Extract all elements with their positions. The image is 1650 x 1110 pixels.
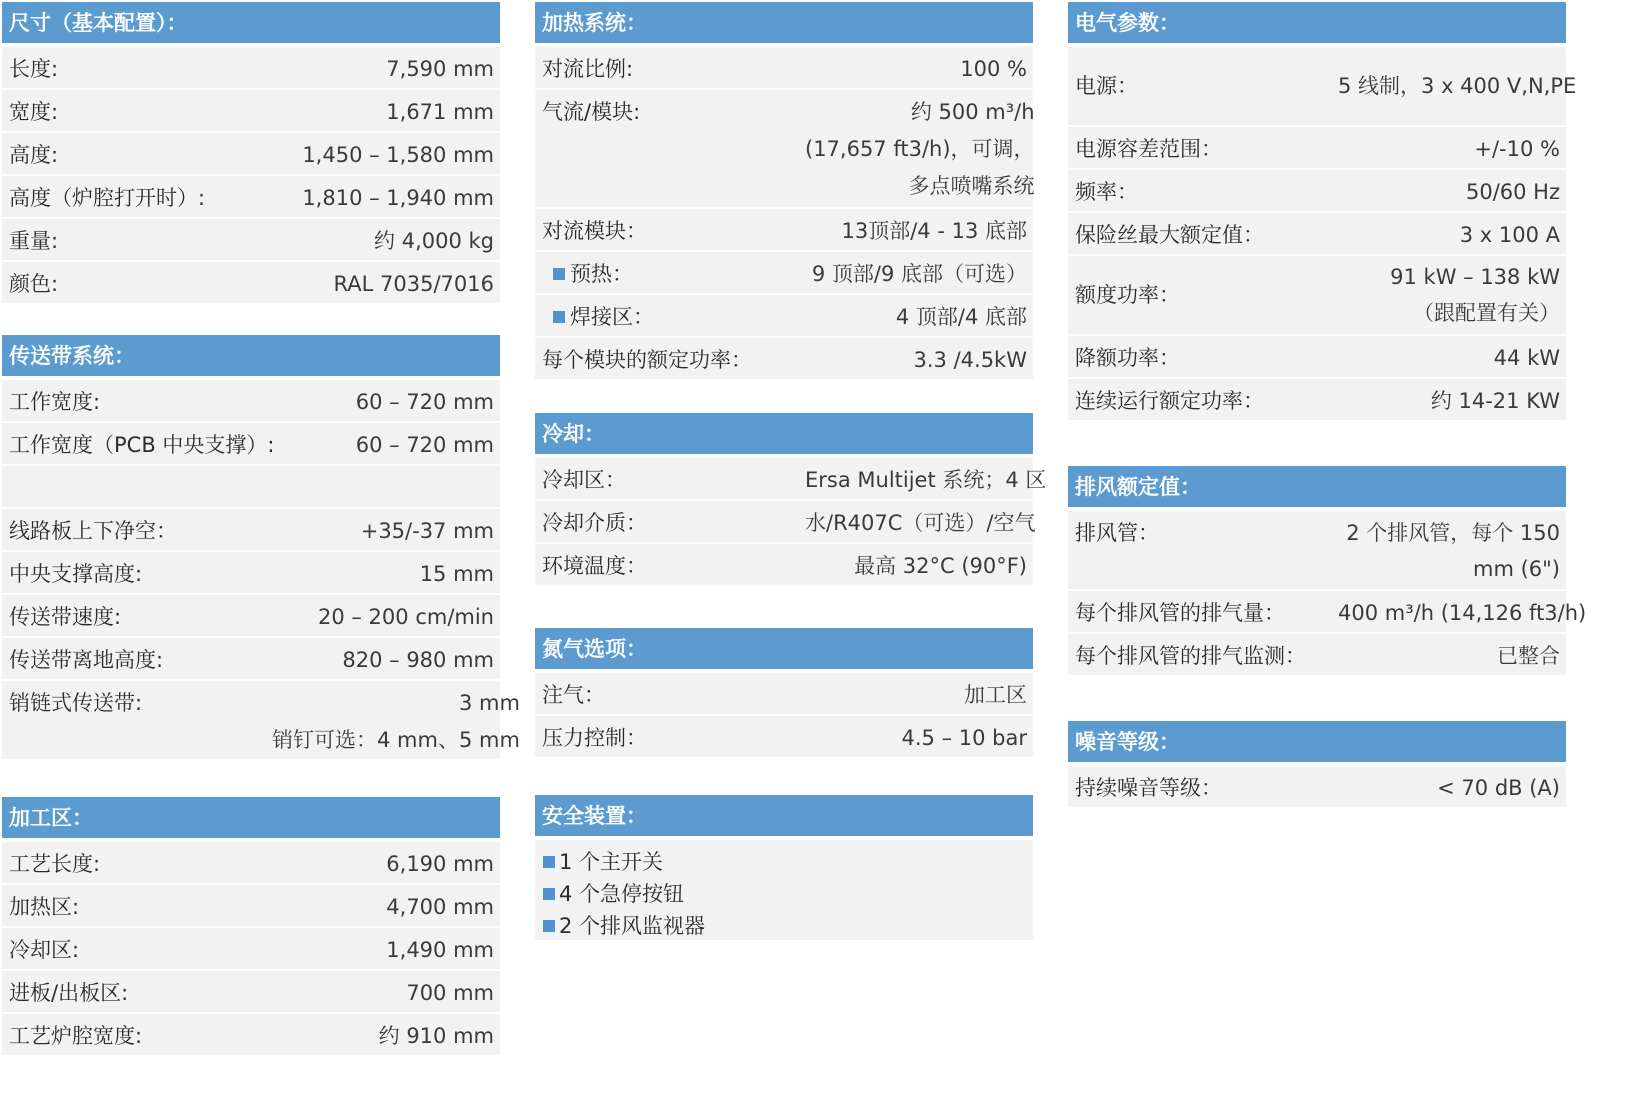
spec-label: 每个排风管的排气量： (1075, 601, 1285, 625)
spec-label: 宽度: (9, 100, 59, 124)
spec-row (535, 338, 1033, 379)
spec-row (1068, 379, 1566, 420)
spec-value: 4 顶部/4 底部 (895, 305, 1027, 329)
spec-row (535, 544, 1033, 585)
spec-row (2, 423, 500, 464)
bullet-square-icon (553, 268, 565, 280)
electrical-panel (1068, 2, 1577, 420)
safety-panel (535, 795, 1033, 940)
spec-value-line: mm (6") (1473, 557, 1560, 581)
spec-row-rated-power (1068, 256, 1566, 334)
spec-row-exhaust-pipe (1068, 511, 1566, 589)
spec-label: 冷却区: (9, 938, 80, 962)
spec-label: 排风管： (1075, 521, 1159, 545)
spec-value: 60 – 720 mm (355, 433, 494, 457)
list-item: 2 个排风监视器 (543, 910, 1025, 942)
spec-row (2, 509, 500, 550)
spec-label: 冷却介质： (542, 511, 647, 535)
spec-label: 冷却区： (542, 468, 626, 492)
cooling-panel (535, 413, 1047, 585)
spec-label: 连续运行额定功率： (1075, 389, 1264, 413)
spec-row-soldering (535, 295, 1033, 336)
spec-value-line: 多点喷嘴系统 (908, 174, 1035, 198)
spec-row (2, 638, 500, 679)
noise-panel (1068, 721, 1566, 807)
spec-value (266, 681, 526, 759)
spec-label: 工艺炉腔宽度: (9, 1024, 143, 1048)
conveyor-panel (2, 335, 520, 759)
spec-row (1068, 213, 1566, 254)
spec-row-empty (2, 466, 500, 507)
bullet-square-icon (543, 856, 555, 868)
spec-value: 15 mm (419, 562, 494, 586)
list-item: 4 个急停按钮 (543, 878, 1025, 910)
safety-header: 安全装置： (535, 795, 1033, 838)
spec-row (1068, 766, 1566, 807)
spec-value: 1,810 – 1,940 mm (302, 186, 494, 210)
spec-label: 预热： (535, 252, 793, 293)
heating-header: 加热系统： (535, 2, 1033, 45)
spec-label: 传送带速度: (9, 605, 122, 629)
spec-value: 400 m³/h (14,126 ft3/h) (1338, 601, 1587, 625)
spec-row (535, 501, 1036, 542)
spec-value: 约 14-21 KW (1430, 389, 1560, 413)
nitrogen-header: 氮气选项： (535, 628, 1033, 671)
spec-value-line: 2 个排风管，每个 150 (1346, 521, 1560, 545)
bullet-square-icon (543, 888, 555, 900)
spec-label: 降额功率： (1075, 346, 1180, 370)
spec-value (266, 466, 500, 507)
spec-value: 4,700 mm (386, 895, 494, 919)
list-item: 1 个主开关 (543, 846, 1025, 878)
exhaust-header: 排风额定值： (1068, 466, 1566, 509)
spec-value-line: 91 kW – 138 kW (1390, 265, 1560, 289)
process-header: 加工区： (2, 797, 500, 840)
heating-panel (535, 2, 1033, 379)
spec-row (2, 552, 500, 593)
spec-label: 中央支撑高度: (9, 562, 143, 586)
spec-value: +/-10 % (1474, 137, 1560, 161)
spec-row (1068, 336, 1566, 377)
spec-label: 气流/模块: (542, 100, 641, 124)
spec-row-power-supply (1068, 47, 1577, 125)
spec-row (2, 885, 500, 926)
spec-row (535, 209, 1033, 250)
spec-row-height-open (2, 176, 500, 217)
spec-value: 最高 32°C (90°F) (854, 554, 1027, 578)
spec-row-height (2, 133, 500, 174)
spec-value: < 70 dB (A) (1437, 776, 1560, 800)
spec-row (2, 842, 500, 883)
spec-row (535, 716, 1033, 757)
electrical-header: 电气参数： (1068, 2, 1566, 45)
spec-value: 13顶部/4 - 13 底部 (841, 219, 1027, 243)
spec-value: +35/-37 mm (360, 519, 494, 543)
dimensions-panel (2, 2, 500, 303)
spec-value-line: （跟配置有关） (1413, 301, 1560, 325)
spec-value: 1,671 mm (386, 100, 494, 124)
spec-row (2, 971, 500, 1012)
spec-label: 加热区: (9, 895, 80, 919)
spec-row (2, 928, 500, 969)
spec-value: 7,590 mm (386, 57, 494, 81)
spec-row-airflow (535, 90, 1033, 207)
spec-label: 持续噪音等级： (1075, 776, 1222, 800)
spec-value: 4.5 – 10 bar (901, 726, 1027, 750)
noise-header: 噪音等级： (1068, 721, 1566, 764)
spec-value: 44 kW (1493, 346, 1560, 370)
spec-label: 传送带离地高度: (9, 648, 164, 672)
spec-value: 100 % (960, 57, 1027, 81)
spec-label: 颜色: (9, 272, 59, 296)
spec-value: 约 910 mm (378, 1024, 494, 1048)
nitrogen-panel (535, 628, 1033, 757)
dimensions-header: 尺寸（基本配置）： (2, 2, 500, 45)
spec-row-color (2, 262, 500, 303)
spec-value (1332, 262, 1566, 328)
spec-label: 保险丝最大额定值： (1075, 223, 1264, 247)
spec-label: 工作宽度: (9, 390, 101, 414)
exhaust-panel (1068, 466, 1587, 675)
conveyor-header: 传送带系统： (2, 335, 500, 378)
spec-value: 已整合 (1497, 644, 1560, 668)
spec-label: 工作宽度（PCB 中央支撑）: (9, 433, 275, 457)
spec-value: 1,490 mm (386, 938, 494, 962)
spec-value: 水/R407C（可选）/空气 (805, 511, 1036, 535)
spec-value-line: 约 500 m³/h (910, 100, 1035, 124)
spec-row-pin-chain (2, 681, 520, 759)
spec-row (2, 595, 500, 636)
spec-row (535, 47, 1033, 88)
spec-label: 对流比例: (542, 57, 634, 81)
spec-value (1332, 511, 1566, 589)
bullet-square-icon (553, 311, 565, 323)
spec-row (535, 458, 1047, 499)
spec-value: 820 – 980 mm (342, 648, 494, 672)
spec-label: 每个排风管的排气监测： (1075, 644, 1306, 668)
spec-label: 注气： (542, 683, 605, 707)
spec-label: 额度功率： (1075, 283, 1180, 307)
spec-value: 5 线制，3 x 400 V,N,PE (1338, 74, 1577, 98)
spec-label: 压力控制： (542, 726, 647, 750)
spec-value: 加工区 (964, 683, 1027, 707)
spec-row (2, 1014, 500, 1055)
spec-value: 1,450 – 1,580 mm (302, 143, 494, 167)
spec-value: 6,190 mm (386, 852, 494, 876)
spec-value: RAL 7035/7016 (333, 272, 494, 296)
spec-row (535, 673, 1033, 714)
spec-label: 对流模块： (542, 219, 647, 243)
spec-row-preheat (535, 252, 1033, 293)
spec-value-line: (17,657 ft3/h)，可调， (805, 137, 1035, 161)
spec-value: 约 4,000 kg (374, 229, 494, 253)
spec-row-weight (2, 219, 500, 260)
spec-label: 销链式传送带: (9, 691, 143, 715)
spec-label: 进板/出板区: (9, 981, 129, 1005)
spec-row-width (2, 90, 500, 131)
spec-value (799, 90, 1041, 207)
cooling-header: 冷却： (535, 413, 1033, 456)
spec-value: 60 – 720 mm (355, 390, 494, 414)
spec-value: Ersa Multijet 系统；4 区 (805, 468, 1047, 492)
spec-value: 3 x 100 A (1459, 223, 1560, 247)
spec-label: 电源： (1075, 74, 1138, 98)
spec-label (2, 466, 260, 507)
spec-label: 重量: (9, 229, 59, 253)
spec-row (1068, 634, 1566, 675)
spec-row-length (2, 47, 500, 88)
spec-value: 9 顶部/9 底部（可选） (811, 262, 1027, 286)
process-panel (2, 797, 500, 1055)
spec-label: 高度（炉腔打开时）: (9, 186, 206, 210)
spec-value-line: 销钉可选：4 mm、5 mm (272, 728, 520, 752)
spec-value: 20 – 200 cm/min (317, 605, 494, 629)
spec-row (1068, 170, 1566, 211)
spec-row (2, 380, 500, 421)
spec-label: 电源容差范围： (1075, 137, 1222, 161)
spec-label: 工艺长度: (9, 852, 101, 876)
spec-row (1068, 127, 1566, 168)
spec-value-line: 3 mm (458, 691, 520, 715)
spec-label: 高度: (9, 143, 59, 167)
spec-label: 长度: (9, 57, 59, 81)
bullet-square-icon (543, 920, 555, 932)
spec-label: 焊接区： (535, 295, 793, 336)
spec-value: 700 mm (406, 981, 494, 1005)
spec-label: 频率： (1075, 180, 1138, 204)
spec-row (1068, 591, 1587, 632)
spec-label: 环境温度： (542, 554, 647, 578)
spec-value: 3.3 /4.5kW (913, 348, 1027, 372)
spec-value: 50/60 Hz (1465, 180, 1560, 204)
spec-label: 线路板上下净空： (9, 519, 177, 543)
spec-label: 每个模块的额定功率： (542, 348, 752, 372)
safety-list (535, 840, 1033, 940)
